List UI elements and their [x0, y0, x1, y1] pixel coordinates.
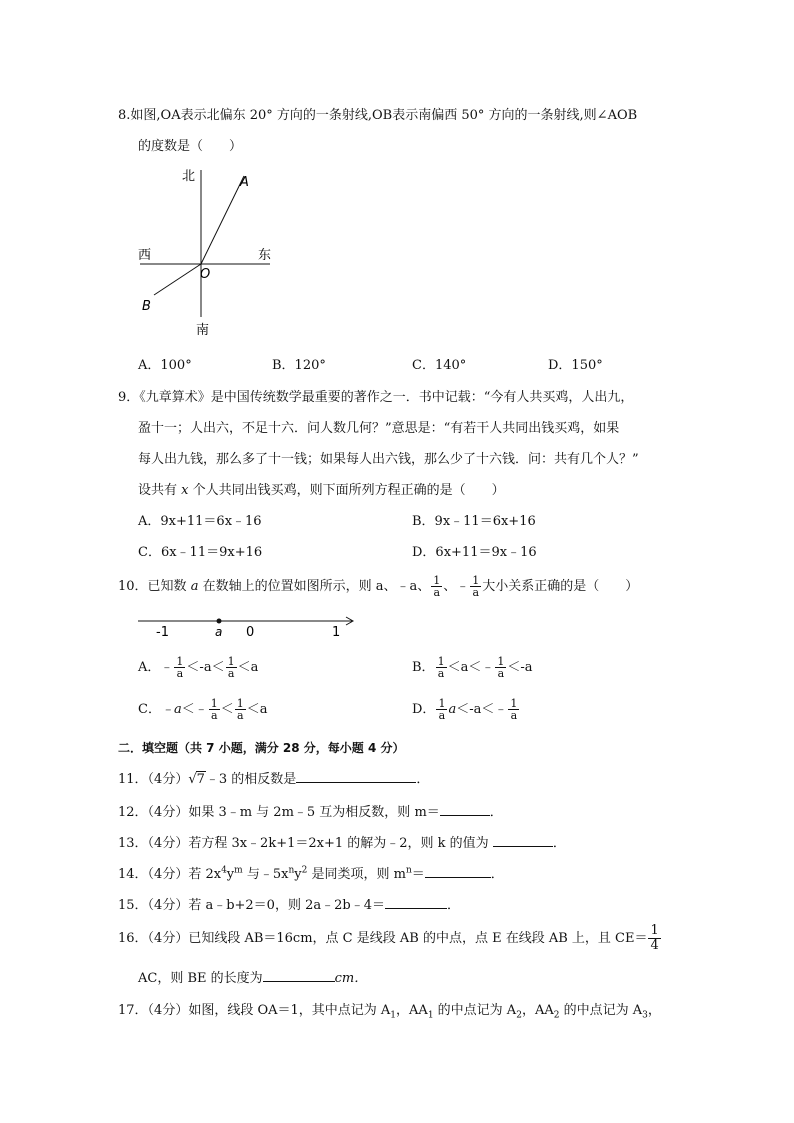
q16-blank[interactable]	[263, 969, 335, 982]
section2-heading: 二．填空题（共 7 小题，满分 28 分，每小题 4 分）	[118, 741, 405, 755]
point-a-label: A	[240, 175, 249, 190]
point-b-label: B	[142, 299, 151, 314]
q16-line2: AC，则 BE 的长度为 cm．	[138, 971, 368, 986]
q11: 11．（4分）√7﹣3 的相反数是 ．	[118, 772, 430, 787]
q10-option-a: A．﹣ $\frac{1}{a}$ ＜-a＜ $\frac{1}{a}$ ＜a	[138, 655, 259, 680]
axis-label-1: 1	[332, 625, 341, 640]
q8-line1: 8.如图,OA表示北偏东 20° 方向的一条射线,OB表示南偏西 50° 方向的一条射线,则∠AOB	[118, 108, 638, 123]
q13: 13．（4分）若方程 3x﹣2k+1＝2x+1 的解为﹣2，则 k 的值为 ．	[118, 836, 566, 851]
q10-stem	[118, 570, 638, 604]
q9-line2: 盈十一；人出六，不足十六．问人数几何？”意思是：“有若干人共同出钱买鸡，如果	[138, 421, 620, 436]
compass-figure	[130, 162, 290, 342]
axis-label-a: a	[215, 625, 223, 639]
q14: 14．（4分）若 $2x^4y^m$ 与$﹣5x^ny^2$ 是同类项，则 $m^n=$ ．	[118, 865, 504, 882]
south-label: 南	[196, 323, 210, 338]
q8-option-b: B．120°	[272, 358, 326, 373]
ray-oa	[201, 176, 244, 264]
q12-blank[interactable]	[440, 803, 490, 816]
q9-line3: 每人出九钱，那么多了十一钱；如果每人出六钱，那么少了十六钱．问：共有几个人？”	[138, 452, 639, 467]
q15-blank[interactable]	[385, 896, 447, 909]
q10-stem-c: 、﹣	[443, 579, 470, 594]
q10-option-d: D． $\frac{1}{a}$ a＜-a＜﹣ $\frac{1}{a}$	[412, 697, 518, 722]
q14-blank[interactable]	[425, 865, 491, 878]
axis-label-m1: -1	[156, 625, 169, 640]
number-line	[134, 612, 364, 642]
q10-stem-b: 在数轴上的位置如图所示，则 a、﹣a、	[198, 579, 431, 594]
sqrt-sign: √	[188, 772, 197, 787]
axis-label-0: 0	[246, 625, 255, 640]
q17: 17．（4分）如图，线段 OA＝1，其中点记为 $A_1$，$AA_1$ 的中点记为 $A_2$，$AA_2$ 的中点记为 $A_3$，	[118, 1003, 661, 1021]
north-label: 北	[182, 169, 196, 184]
q10-option-b: B． $\frac{1}{a}$ ＜a＜﹣ $\frac{1}{a}$ ＜-a	[412, 655, 533, 680]
q9-line4-b: 个人共同出钱买鸡，则下面所列方程正确的是（ ）	[188, 483, 505, 498]
q9-line1: 9．《九章算术》是中国传统数学最重要的著作之一．书中记载：“今有人共买鸡，人出九，	[118, 390, 634, 405]
west-label: 西	[138, 248, 152, 263]
q8-option-a: A．100°	[138, 358, 192, 373]
point-a-dot	[217, 619, 222, 624]
q16-line1: 16．（4分）已知线段 AB＝16cm，点 C 是线段 AB 的中点，点 E 在线段 AB 上，且 CE＝ $\frac{1}{4}$	[118, 923, 659, 953]
q9-option-a: A．9x+11＝6x﹣16	[138, 514, 262, 529]
ray-ob	[154, 264, 201, 295]
q9-line4	[138, 479, 505, 498]
q10-var-a: a	[190, 579, 199, 594]
q9-option-c: C．6x﹣11＝9x+16	[138, 545, 263, 560]
q9-option-b: B．9x﹣11＝6x+16	[412, 514, 536, 529]
q12: 12．（4分）如果 3﹣m 与 2m﹣5 互为相反数，则 m＝ ．	[118, 805, 503, 820]
q10-frac-1: $\frac{1}{a}$	[433, 574, 441, 599]
point-o-label: O	[200, 267, 211, 282]
q13-blank[interactable]	[493, 834, 553, 847]
q9-option-d: D．6x+11＝9x﹣16	[412, 545, 537, 560]
q8-option-c: C．140°	[412, 358, 467, 373]
east-label: 东	[258, 248, 272, 263]
q10-frac-2: $\frac{1}{a}$	[472, 574, 480, 599]
q9-var-x: x	[181, 483, 189, 498]
q10-stem-a: 10．已知数	[118, 579, 191, 594]
q15: 15．（4分）若 a﹣b+2＝0，则 2a﹣2b﹣4＝ ．	[118, 898, 460, 913]
q10-option-c: C．﹣a＜﹣ $\frac{1}{a}$ ＜ $\frac{1}{a}$ ＜a	[138, 697, 268, 722]
q11-blank[interactable]	[296, 770, 416, 783]
q10-stem-d: 大小关系正确的是（ ）	[482, 579, 639, 594]
q9-line4-a: 设共有	[138, 483, 182, 498]
q8-line2: 的度数是（ ）	[138, 139, 243, 154]
q8-option-d: D．150°	[548, 358, 603, 373]
